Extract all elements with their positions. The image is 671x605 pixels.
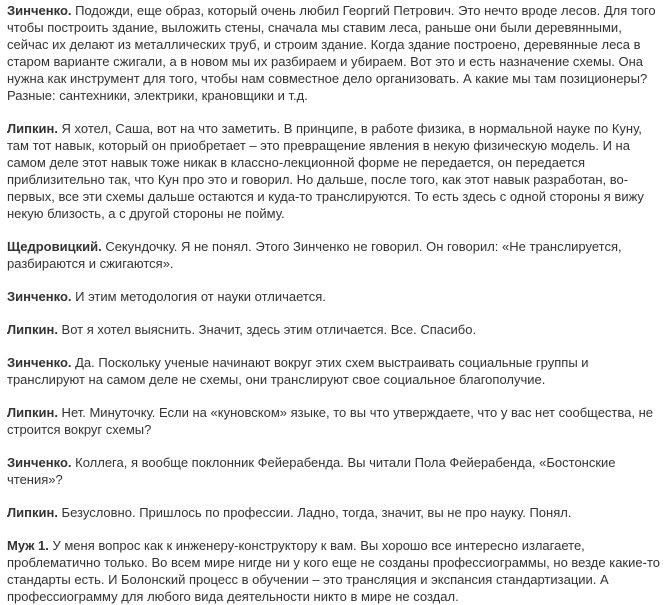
paragraph-text: Секундочку. Я не понял. Этого Зинченко не говорил. Он говорил: «Не транслируется, разбираются и сжигаются». <box>7 239 622 271</box>
transcript-paragraph <box>7 504 665 521</box>
transcript-paragraph <box>7 404 665 438</box>
speaker-name: Зинченко. <box>7 355 72 370</box>
speaker-name: Липкин. <box>7 505 58 520</box>
paragraph-text: Подожди, еще образ, который очень любил Георгий Петрович. Это нечто вроде лесов. Для того чтобы построить здание, выложить стены, сначала мы ставим леса, раньше они были деревянными, сейчас их делают из металлических труб, и строим здание. Когда здание построено, деревянные леса в старом варианте сжигали, а в новом мы их разбираем и убираем. Вот это и есть назначение схемы. Она нужна как инструмент для того, чтобы нам совместное дело организовать. А какие мы там позиционеры? Разные: сантехники, электрики, крановщики и т.д. <box>7 3 656 103</box>
transcript-paragraph <box>7 537 665 605</box>
paragraph-text: Я хотел, Саша, вот на что заметить. В принципе, в работе физика, в нормальной науке по Куну, там тот навык, который он приобретает – это превращение явления в некую физическую модель. И на самом деле этот навык тоже никак в классно-лекционной форме не передается, он передается приблизительно так, что Кун про это и говорил. Но дальше, после того, как этот навык разработан, во-первых, все эти схемы дальше остаются и куда-то транслируются. То есть здесь с одной стороны я вижу некую близость, а с другой стороны не пойму. <box>7 121 644 221</box>
speaker-name: Зинченко. <box>7 455 72 470</box>
paragraph-text: Вот я хотел выяснить. Значит, здесь этим отличается. Все. Спасибо. <box>57 322 477 337</box>
transcript-paragraph <box>7 321 665 338</box>
transcript-paragraph <box>7 120 665 222</box>
paragraph-text: Нет. Минуточку. Если на «куновском» языке, то вы что утверждаете, что у вас нет сообщества, не строится вокруг схемы? <box>7 405 654 437</box>
speaker-name: Липкин. <box>7 322 58 337</box>
speaker-name: Зинченко. <box>7 289 72 304</box>
transcript-paragraph <box>7 238 665 272</box>
speaker-name: Липкин. <box>7 405 58 420</box>
paragraph-text: И этим методология от науки отличается. <box>71 289 326 304</box>
speaker-name: Щедровицкий. <box>7 239 102 254</box>
paragraph-text: Да. Поскольку ученые начинают вокруг этих схем выстраивать социальные группы и транслируют на самом деле не схемы, они транслируют свое социальное благополучие. <box>7 355 589 387</box>
speaker-name: Липкин. <box>7 121 58 136</box>
transcript-paragraph <box>7 2 665 104</box>
transcript-paragraph <box>7 454 665 488</box>
speaker-name: Муж 1. <box>7 538 49 553</box>
paragraph-text: Коллега, я вообще поклонник Фейерабенда. Вы читали Пола Фейерабенда, «Бостонские чтения»? <box>7 455 616 487</box>
transcript-paragraph <box>7 354 665 388</box>
paragraph-text: У меня вопрос как к инженеру-конструктору к вам. Вы хорошо все интересно излагаете, проблематично только. Во всем мире нигде ни у кого еще не созданы профессиограммы, но везде какие-то стандарты есть. И Болонский процесс в обучении – это трансляция и экспансия стандартизации. А профессиограмму для любого вида деятельности никто в мире не создал. <box>7 538 660 604</box>
speaker-name: Зинченко. <box>7 3 72 18</box>
transcript-paragraph <box>7 288 665 305</box>
paragraph-text: Безусловно. Пришлось по профессии. Ладно, тогда, значит, вы не про науку. Понял. <box>57 505 572 520</box>
